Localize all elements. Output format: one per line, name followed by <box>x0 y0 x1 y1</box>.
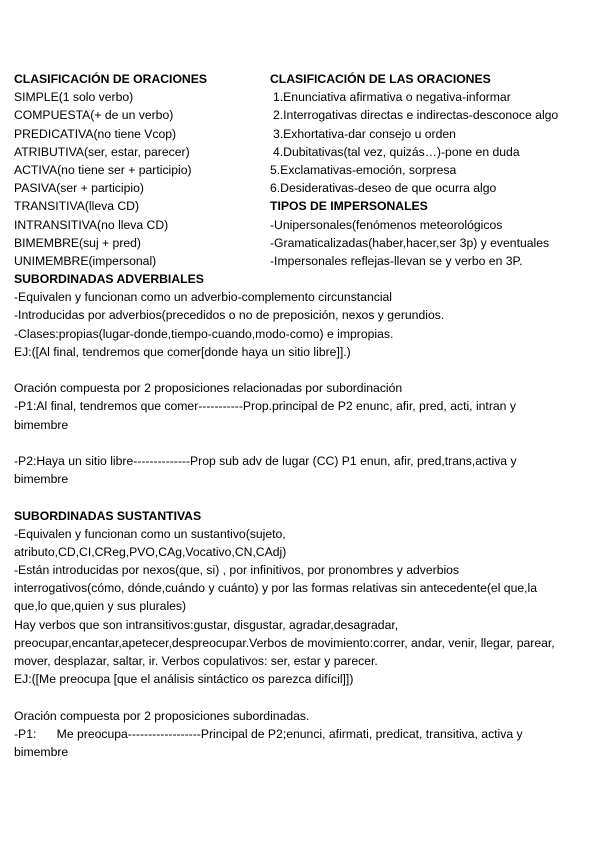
sustantivas-example: EJ:([Me preocupa [que el análisis sintáctico os parezca difícil]]) <box>14 672 354 687</box>
impersonal-types-title: TIPOS DE IMPERSONALES <box>270 199 428 214</box>
modality-item: 4.Dubitativas(tal vez, quizás…)-pone en duda <box>273 144 520 159</box>
sentence-type-item: BIMEMBRE(suj + pred) <box>14 235 141 250</box>
sustantivas-analysis-intro: Oración compuesta por 2 proposiciones subordinadas. <box>14 708 310 723</box>
sentence-type-item: INTRANSITIVA(no lleva CD) <box>14 217 169 232</box>
sustantivas-line: Hay verbos que son intransitivos:gustar, disgustar, agradar,desagradar, <box>14 617 399 632</box>
modality-item: 5.Exclamativas-emoción, sorpresa <box>270 162 457 177</box>
sentence-type-item: UNIMEMBRE(impersonal) <box>14 253 157 268</box>
document-page <box>14 70 586 761</box>
sentence-type-item: PREDICATIVA(no tiene Vcop) <box>14 126 177 141</box>
adverbiales-line: -Introducidas por adverbios(precedidos o no de preposición, nexos y gerundios. <box>14 308 445 323</box>
left-column-title: CLASIFICACIÓN DE ORACIONES <box>14 72 207 86</box>
adverbiales-title: SUBORDINADAS ADVERBIALES <box>14 272 204 287</box>
modality-item: 3.Exhortativa-dar consejo u orden <box>273 126 456 141</box>
sentence-type-item: ACTIVA(no tiene ser + participio) <box>14 162 192 177</box>
classification-columns <box>14 70 586 270</box>
modality-item: 6.Desiderativas-deseo de que ocurra algo <box>270 181 497 196</box>
left-column <box>14 70 270 270</box>
adverbiales-line: -Clases:propias(lugar-donde,tiempo-cuando,modo-como) e impropias. <box>14 326 394 341</box>
right-column <box>270 70 586 270</box>
adverbiales-analysis-intro: Oración compuesta por 2 proposiciones relacionadas por subordinación <box>14 381 403 396</box>
adverbiales-p2-line: -P2:Haya un sitio libre--------------Prop sub adv de lugar (CC) P1 enun, afir, pred,trans,activa y <box>14 453 517 468</box>
sustantivas-p1-line: -P1: Me preocupa------------------Principal de P2;enunci, afirmati, predicat, transitiva, activa y <box>14 726 523 741</box>
sustantivas-title: SUBORDINADAS SUSTANTIVAS <box>14 508 202 523</box>
spacer <box>14 434 586 452</box>
adverbiales-line: -Equivalen y funcionan como un adverbio-complemento circunstancial <box>14 290 393 305</box>
sustantivas-line: que,lo que,quien y sus plurales) <box>14 599 187 614</box>
sustantivas-line: -Equivalen y funcionan como un sustantivo(sujeto, <box>14 526 286 541</box>
sentence-type-item: COMPUESTA(+ de un verbo) <box>14 108 174 123</box>
spacer <box>14 361 586 379</box>
sentence-type-item: TRANSITIVA(lleva CD) <box>14 199 140 214</box>
modality-item: 2.Interrogativas directas e indirectas-desconoce algo <box>273 108 559 123</box>
sustantivas-line: mover, desplazar, saltar, ir. Verbos copulativos: ser, estar y parecer. <box>14 654 378 668</box>
adverbiales-p2-line: bimembre <box>14 472 69 487</box>
sentence-type-item: ATRIBUTIVA(ser, estar, parecer) <box>14 144 190 159</box>
adverbiales-section <box>14 270 586 506</box>
adverbiales-example: EJ:([Al final, tendremos que comer[donde haya un sitio libre]].) <box>14 344 351 359</box>
adverbiales-p1-line: bimembre <box>14 417 69 432</box>
sentence-type-item: SIMPLE(1 solo verbo) <box>14 90 134 105</box>
adverbiales-p1-line: -P1:Al final, tendremos que comer-----------Prop.principal de P2 enunc, afir, pred, acti, intran y <box>14 399 516 414</box>
sentence-type-item: PASIVA(ser + participio) <box>14 181 144 196</box>
modality-item: 1.Enunciativa afirmativa o negativa-informar <box>273 90 511 105</box>
sustantivas-p1-line: bimembre <box>14 744 69 759</box>
spacer <box>14 688 586 706</box>
spacer <box>14 488 586 506</box>
sustantivas-line: -Están introducidas por nexos(que, si) , por infinitivos, por pronombres y adverbios <box>14 563 460 578</box>
sustantivas-line: preocupar,encantar,apetecer,despreocupar.Verbos de movimiento:correr, andar, venir, llegar, parear, <box>14 635 555 650</box>
impersonal-item: -Unipersonales(fenómenos meteorológicos <box>270 217 503 232</box>
right-column-title: CLASIFICACIÓN DE LAS ORACIONES <box>270 72 491 86</box>
impersonal-item: -Impersonales reflejas-llevan se y verbo en 3P. <box>270 253 523 268</box>
sustantivas-line: atributo,CD,CI,CReg,PVO,CAg,Vocativo,CN,CAdj) <box>14 544 287 559</box>
sustantivas-section <box>14 507 586 762</box>
impersonal-item: -Gramaticalizadas(haber,hacer,ser 3p) y eventuales <box>270 235 550 250</box>
sustantivas-line: interrogativos(cómo, dónde,cuándo y cuánto) y por las formas relativas sin antecedente(el que,la <box>14 581 537 596</box>
